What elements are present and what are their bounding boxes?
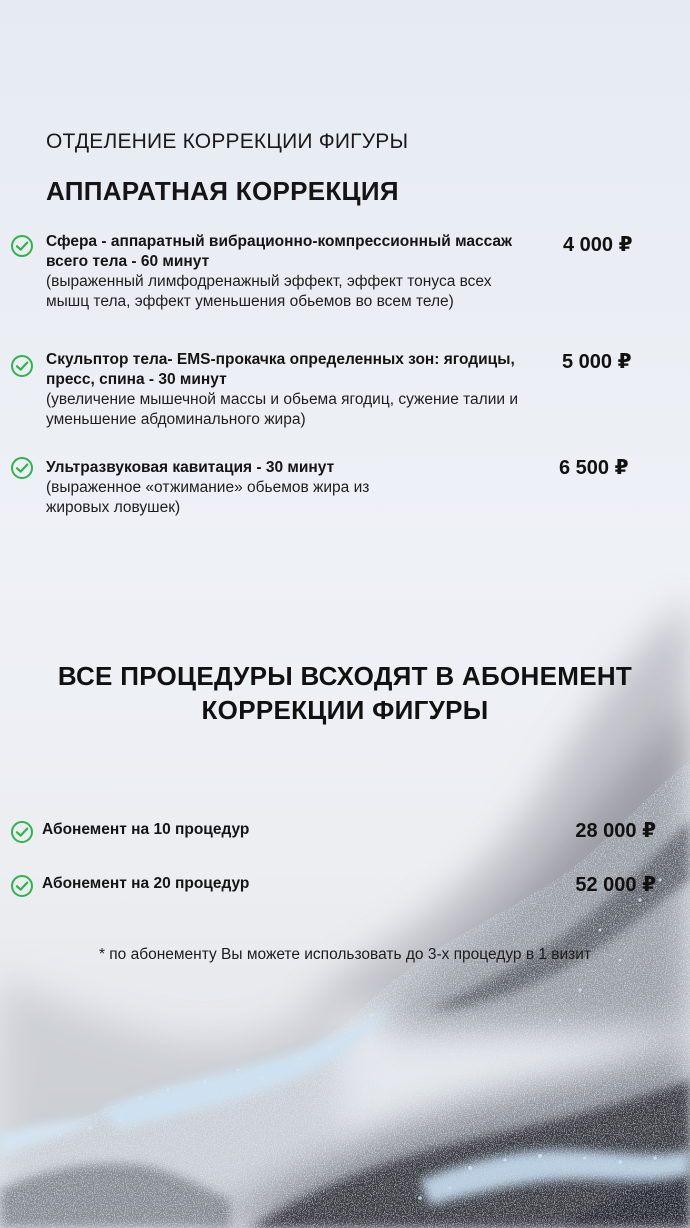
subscription-label: Абонемент на 10 процедур <box>42 821 250 838</box>
service-description: (выраженное «отжимание» обьемов жира из жировых ловушек) <box>46 479 370 516</box>
check-circle-icon <box>10 354 34 378</box>
service-name: Скульптор тела- EMS-прокачка определенных зон: ягодицы, пресс, спина - 30 минут <box>46 351 515 388</box>
subscription-price: 52 000 ₽ <box>575 874 656 896</box>
service-description: (увеличение мышечной массы и обьема ягодиц, сужение талии и уменьшение абдоминального жира) <box>46 391 519 428</box>
check-circle-icon <box>10 456 34 480</box>
service-name: Сфера - аппаратный вибрационно-компрессионный массаж всего тела - 60 минут <box>46 233 512 270</box>
service-text <box>46 232 526 312</box>
service-price: 6 500 ₽ <box>559 457 629 479</box>
subscription-label: Абонемент на 20 процедур <box>42 875 250 892</box>
subscription-price: 28 000 ₽ <box>575 820 656 842</box>
service-description: (выраженный лимфодренажный эффект, эффект тонуса всех мышц тела, эффект уменьшения обьемов во всем теле) <box>46 273 492 310</box>
check-circle-icon <box>10 234 34 258</box>
check-circle-icon <box>10 820 34 844</box>
service-name: Ультразвуковая кавитация - 30 минут <box>46 459 335 476</box>
footnote: * по абонементу Вы можете использовать до 3-х процедур в 1 визит <box>98 946 592 963</box>
department-title: ОТДЕЛЕНИЕ КОРРЕКЦИИ ФИГУРЫ <box>46 130 409 153</box>
service-text <box>46 458 426 518</box>
check-circle-icon <box>10 874 34 898</box>
service-text <box>46 350 526 430</box>
service-price: 4 000 ₽ <box>563 234 633 256</box>
promo-line-2: КОРРЕКЦИИ ФИГУРЫ <box>201 695 489 725</box>
promo-line-1: ВСЕ ПРОЦЕДУРЫ ВСХОДЯТ В АБОНЕМЕНТ <box>57 661 633 691</box>
service-price: 5 000 ₽ <box>562 351 632 373</box>
promo-heading <box>0 659 690 727</box>
section-title: АППАРАТНАЯ КОРРЕКЦИЯ <box>46 176 399 206</box>
